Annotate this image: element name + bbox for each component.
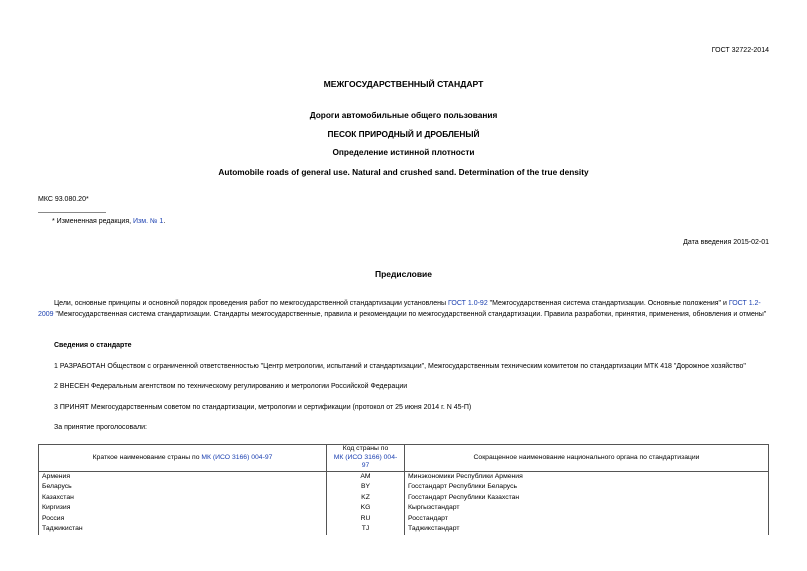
header-country	[39, 445, 327, 472]
code-cell: RU	[327, 514, 405, 525]
document-code: ГОСТ 32722-2014	[711, 47, 769, 54]
footnote-text: * Измененная редакция,	[52, 218, 134, 225]
country-table	[38, 444, 769, 535]
country-cell: Россия	[39, 514, 327, 525]
preface-text	[38, 299, 771, 320]
body-cell: Росстандарт	[405, 514, 769, 525]
intro-date: Дата введения 2015-02-01	[683, 239, 769, 246]
info-title: Сведения о стандарте	[54, 342, 132, 349]
table-header-row	[39, 445, 769, 472]
method-title: Определение истинной плотности	[332, 147, 475, 157]
body-cell: Кыргызстандарт	[405, 503, 769, 514]
country-cell: Киргизия	[39, 503, 327, 514]
info-paragraph-1: 1 РАЗРАБОТАН Обществом с ограниченной ответственностью "Центр метрологии, испытаний и стандартизации", Межгосударственным техническим комитетом по стандартизации МТК 418 "Дорожное хозяйство"	[54, 363, 746, 370]
table-row	[39, 514, 769, 525]
header-code-link[interactable]: МК (ИСО 3166) 004-97	[333, 453, 398, 469]
code-cell: BY	[327, 482, 405, 493]
body-cell: Госстандарт Республики Казахстан	[405, 493, 769, 504]
body-cell: Таджикстандарт	[405, 524, 769, 535]
header-code	[327, 445, 405, 472]
main-title: МЕЖГОСУДАРСТВЕННЫЙ СТАНДАРТ	[323, 79, 484, 89]
header-body: Сокращенное наименование национального органа по стандартизации	[405, 445, 769, 472]
header-country-text: Краткое наименование страны по	[92, 453, 202, 461]
table-row	[39, 503, 769, 514]
amendment-link[interactable]: Изм. № 1	[133, 218, 164, 225]
preface-text-b: "Межгосударственная система стандартизации. Основные положения" и	[487, 300, 729, 307]
code-cell: KG	[327, 503, 405, 514]
code-cell: KZ	[327, 493, 405, 504]
mks-code: МКС 93.080.20*	[38, 196, 89, 203]
info-paragraph-2: 2 ВНЕСЕН Федеральным агентством по техническому регулированию и метрологии Российской Федерации	[54, 383, 408, 390]
country-cell: Армения	[39, 471, 327, 482]
country-cell: Таджикистан	[39, 524, 327, 535]
footnote	[52, 218, 165, 225]
subtitle: Дороги автомобильные общего пользования	[309, 110, 498, 120]
body-cell: Минэкономики Республики Армения	[405, 471, 769, 482]
footnote-end: .	[163, 218, 166, 225]
code-cell: TJ	[327, 524, 405, 535]
preface-title: Предисловие	[374, 269, 433, 279]
english-title: Automobile roads of general use. Natural and crushed sand. Determination of the true density	[218, 167, 589, 177]
preface-text-c: "Межгосударственная система стандартизации. Стандарты межгосударственные, правила и рекомендации по межгосударственной стандартизации. Правила разработки, принятия, применения, обновления и отмены"	[53, 310, 767, 318]
header-country-link[interactable]: МК (ИСО 3166) 004-97	[201, 453, 273, 461]
gost-1-2-link[interactable]: ГОСТ 1.2-2009	[38, 300, 761, 318]
header-code-text: Код страны по	[342, 445, 389, 452]
info-paragraph-3: 3 ПРИНЯТ Межгосударственным советом по стандартизации, метрологии и сертификации (протокол от 25 июня 2014 г. N 45-П)	[54, 404, 472, 411]
code-cell: AM	[327, 471, 405, 482]
table-row	[39, 493, 769, 504]
product-title: ПЕСОК ПРИРОДНЫЙ И ДРОБЛЕНЫЙ	[327, 129, 480, 139]
country-cell: Беларусь	[39, 482, 327, 493]
country-cell: Казахстан	[39, 493, 327, 504]
body-cell: Госстандарт Республики Беларусь	[405, 482, 769, 493]
footnote-divider	[38, 212, 106, 213]
table-row	[39, 482, 769, 493]
voted-label: За принятие проголосовали:	[54, 424, 147, 431]
table-row	[39, 471, 769, 482]
table-row	[39, 524, 769, 535]
preface-text-a: Цели, основные принципы и основной порядок проведения работ по межгосударственной стандартизации установлены	[54, 300, 448, 307]
gost-1-0-link[interactable]: ГОСТ 1.0-92	[447, 300, 488, 307]
